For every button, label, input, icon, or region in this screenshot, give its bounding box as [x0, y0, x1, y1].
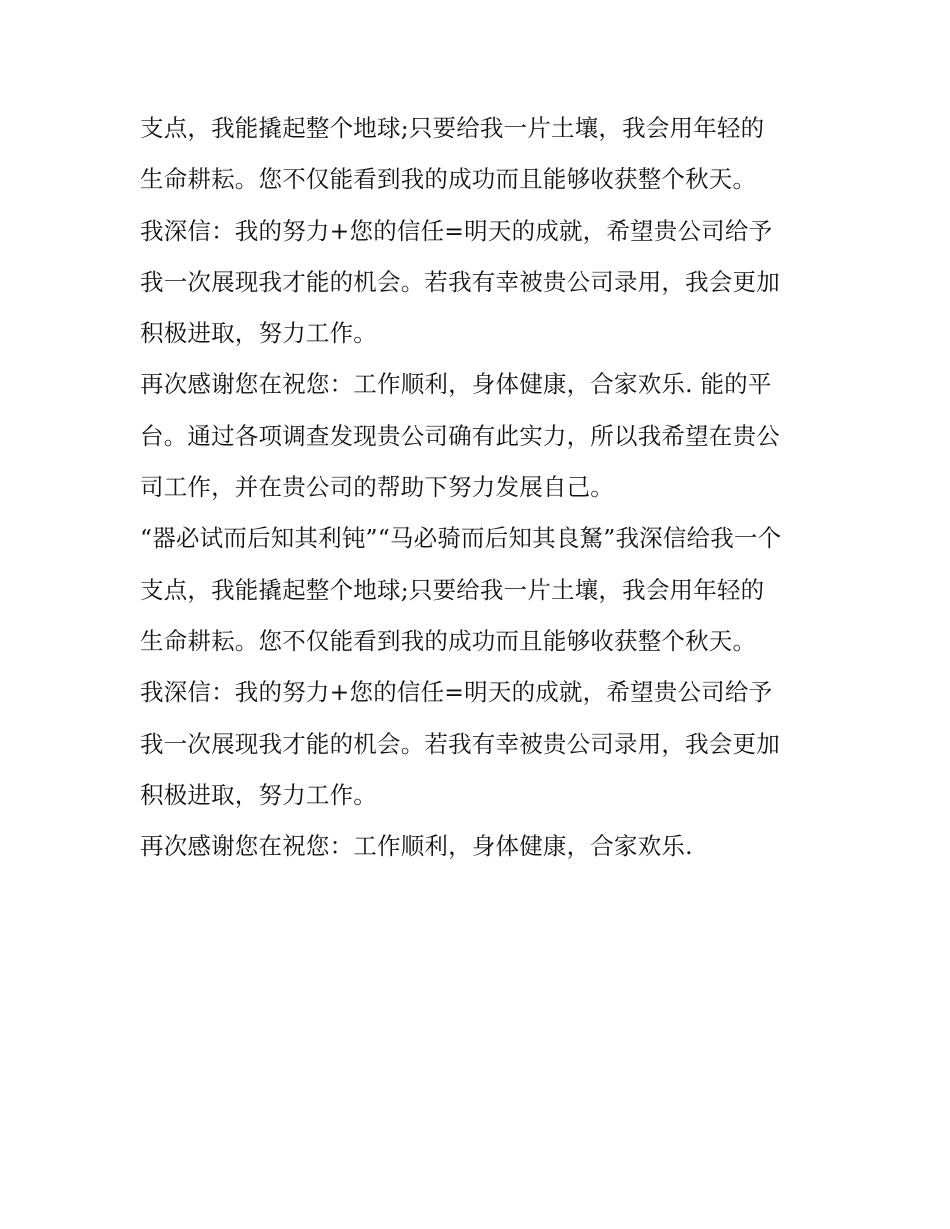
text-line: 再次感谢您在祝您：工作顺利，身体健康，合家欢乐.: [140, 832, 693, 861]
text-line: 司工作，并在贵公司的帮助下努力发展自己。: [140, 473, 614, 502]
text-line: 台。通过各项调查发现贵公司确有此实力，所以我希望在贵公: [140, 421, 780, 450]
text-line: 我一次展现我才能的机会。若我有幸被贵公司录用，我会更加: [140, 729, 780, 758]
document-body: [140, 103, 820, 872]
text-line: 支点，我能撬起整个地球;只要给我一片土壤，我会用年轻的: [140, 114, 765, 142]
text-line: 积极进取，努力工作。: [140, 319, 377, 348]
text-line: 生命耕耘。您不仅能看到我的成功而且能够收获整个秋天。: [140, 626, 757, 655]
text-line: “器必试而后知其利钝”“马必骑而后知其良駑”我深信给我一个: [140, 524, 782, 553]
text-line: 我深信：我的努力+您的信任=明天的成就，希望贵公司给予: [140, 216, 773, 245]
text-line: 再次感谢您在祝您：工作顺利，身体健康，合家欢乐. 能的平: [140, 370, 772, 399]
text-line: 积极进取，努力工作。: [140, 780, 377, 809]
text-line: 我深信：我的努力+您的信任=明天的成就，希望贵公司给予: [140, 678, 773, 707]
text-line: 支点，我能撬起整个地球;只要给我一片土壤，我会用年轻的: [140, 575, 765, 604]
text-line: 生命耕耘。您不仅能看到我的成功而且能够收获整个秋天。: [140, 165, 757, 194]
text-line: 我一次展现我才能的机会。若我有幸被贵公司录用，我会更加: [140, 267, 780, 296]
